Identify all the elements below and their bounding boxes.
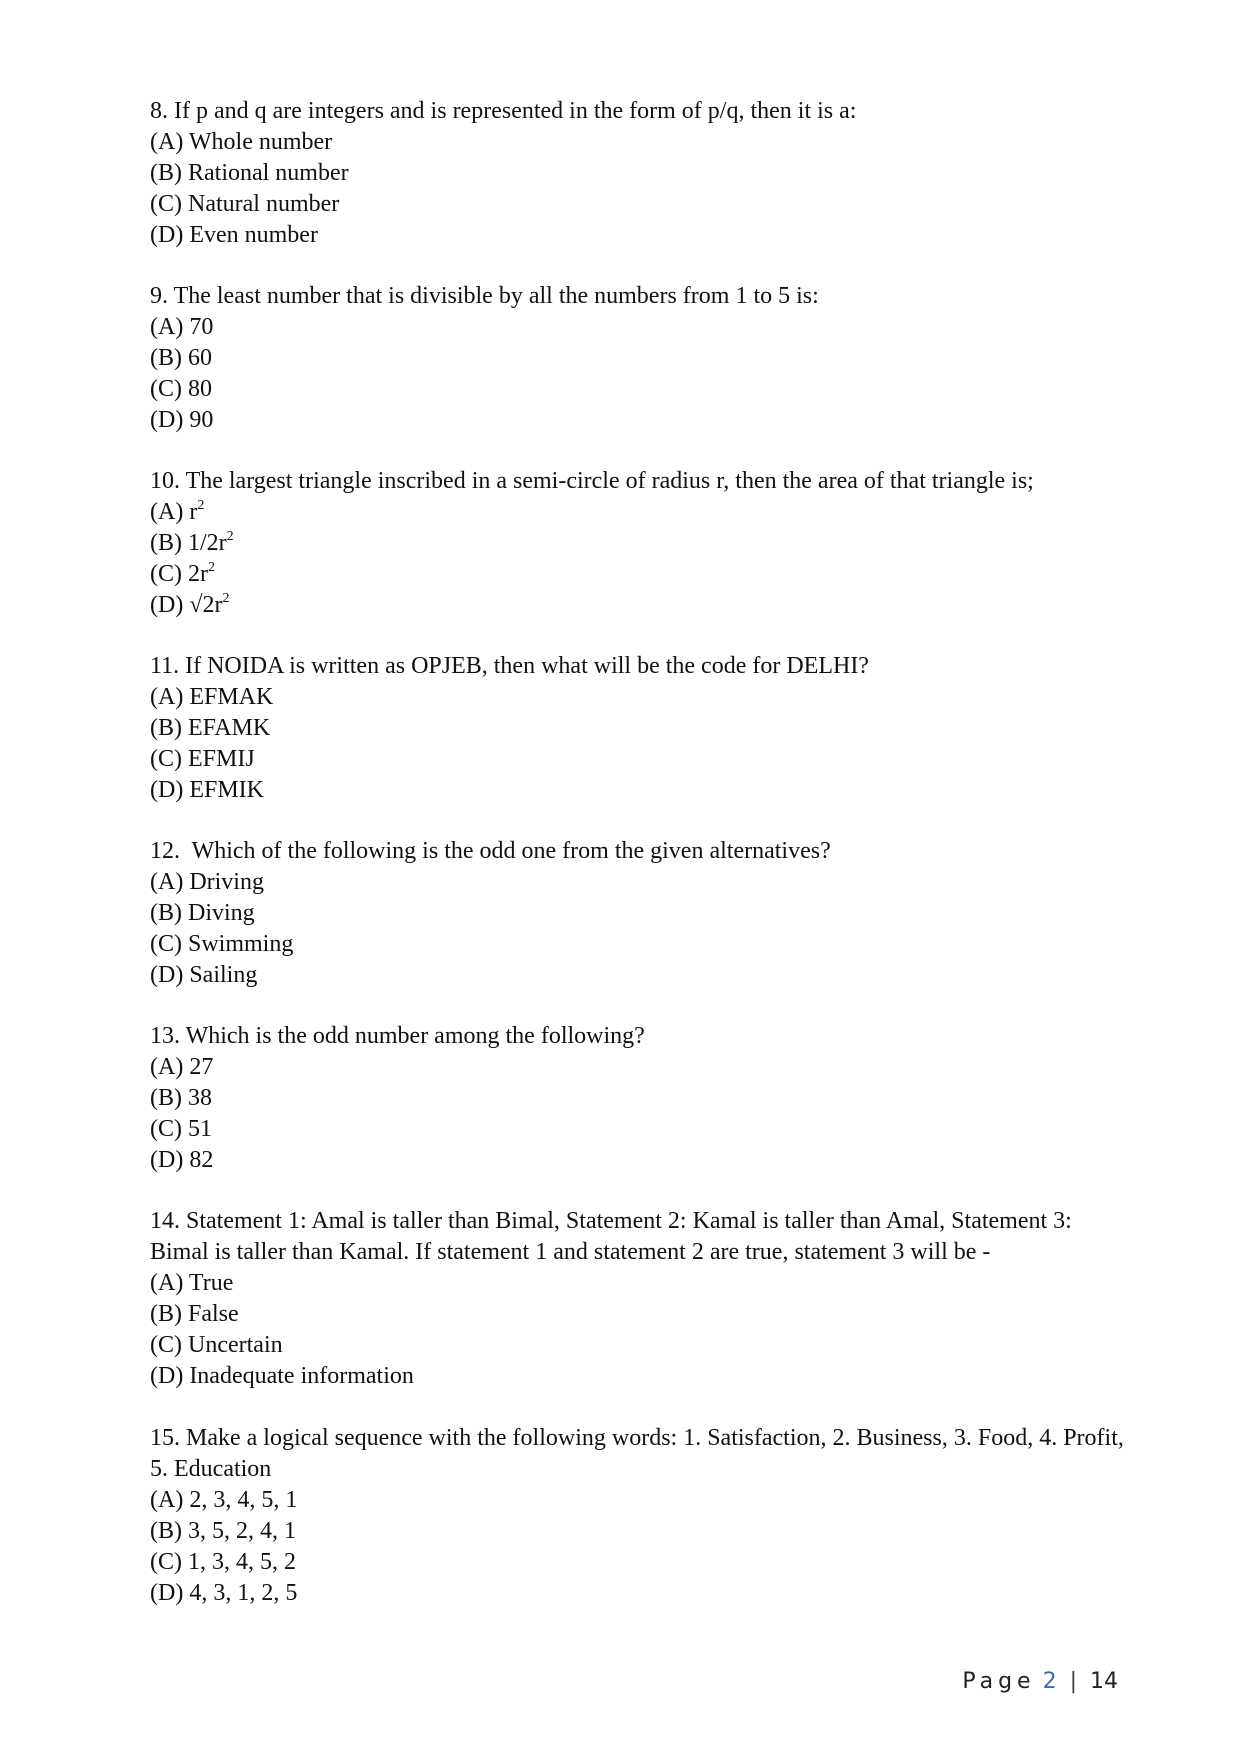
option-a: (A) 2, 3, 4, 5, 1 xyxy=(150,1487,298,1513)
question-9 xyxy=(150,281,1125,436)
question-13 xyxy=(150,1021,1125,1176)
option-c: (C) 80 xyxy=(150,376,212,402)
question-10 xyxy=(150,466,1125,621)
option-a xyxy=(150,497,1125,528)
page-current: 2 xyxy=(1042,1669,1057,1694)
option-base: (A) r xyxy=(150,499,198,525)
option-b: (B) Rational number xyxy=(150,160,349,186)
superscript: 2 xyxy=(222,591,230,606)
option-b: (B) 3, 5, 2, 4, 1 xyxy=(150,1518,296,1544)
question-14 xyxy=(150,1206,1125,1392)
option-c: (C) Natural number xyxy=(150,191,340,217)
question-stem: 14. Statement 1: Amal is taller than Bimal, Statement 2: Kamal is taller than Amal, Statement 3: Bimal is taller than Kamal. If statement 1 and statement 2 are true, statement 3 will be - xyxy=(150,1208,1072,1265)
option-d: (D) 90 xyxy=(150,407,214,433)
question-8 xyxy=(150,96,1125,251)
option-d: (D) 82 xyxy=(150,1147,214,1173)
question-stem: 12. Which of the following is the odd one from the given alternatives? xyxy=(150,838,831,864)
page-separator: | xyxy=(1069,1669,1077,1694)
option-d: (D) Inadequate information xyxy=(150,1363,414,1389)
page-total: 14 xyxy=(1090,1669,1118,1694)
question-stem: 10. The largest triangle inscribed in a semi-circle of radius r, then the area of that triangle is; xyxy=(150,468,1034,494)
question-11 xyxy=(150,651,1125,806)
option-c xyxy=(150,559,1125,590)
page-footer xyxy=(962,1668,1118,1696)
option-c: (C) Uncertain xyxy=(150,1332,283,1358)
option-a: (A) EFMAK xyxy=(150,684,274,710)
question-12 xyxy=(150,836,1125,991)
option-b: (B) 38 xyxy=(150,1085,212,1111)
question-stem: 13. Which is the odd number among the following? xyxy=(150,1023,645,1049)
option-b: (B) EFAMK xyxy=(150,715,271,741)
option-c: (C) 1, 3, 4, 5, 2 xyxy=(150,1549,296,1575)
option-a: (A) 70 xyxy=(150,314,214,340)
option-b xyxy=(150,528,1125,559)
superscript: 2 xyxy=(226,529,234,544)
option-a: (A) Driving xyxy=(150,869,264,895)
superscript: 2 xyxy=(207,560,215,575)
question-stem: 15. Make a logical sequence with the following words: 1. Satisfaction, 2. Business, 3. Food, 4. Profit, 5. Education xyxy=(150,1425,1124,1482)
option-a: (A) 27 xyxy=(150,1054,214,1080)
option-b: (B) Diving xyxy=(150,900,255,926)
option-d: (D) EFMIK xyxy=(150,777,264,803)
option-c: (C) 51 xyxy=(150,1116,212,1142)
question-stem: 8. If p and q are integers and is represented in the form of p/q, then it is a: xyxy=(150,98,857,124)
option-b: (B) False xyxy=(150,1301,239,1327)
option-d: (D) 4, 3, 1, 2, 5 xyxy=(150,1580,298,1606)
question-stem: 9. The least number that is divisible by all the numbers from 1 to 5 is: xyxy=(150,283,819,309)
option-a: (A) Whole number xyxy=(150,129,333,155)
option-d xyxy=(150,590,1125,621)
option-a: (A) True xyxy=(150,1270,234,1296)
option-d: (D) Even number xyxy=(150,222,318,248)
superscript: 2 xyxy=(197,498,205,513)
question-stem: 11. If NOIDA is written as OPJEB, then what will be the code for DELHI? xyxy=(150,653,869,679)
option-d: (D) Sailing xyxy=(150,962,258,988)
option-base: (B) 1/2r xyxy=(150,530,227,556)
option-c: (C) EFMIJ xyxy=(150,746,255,772)
option-c: (C) Swimming xyxy=(150,931,294,957)
option-base: (C) 2r xyxy=(150,561,208,587)
page-label: Page xyxy=(962,1669,1036,1694)
option-b: (B) 60 xyxy=(150,345,212,371)
question-15 xyxy=(150,1423,1125,1609)
option-base: (D) √2r xyxy=(150,592,223,618)
